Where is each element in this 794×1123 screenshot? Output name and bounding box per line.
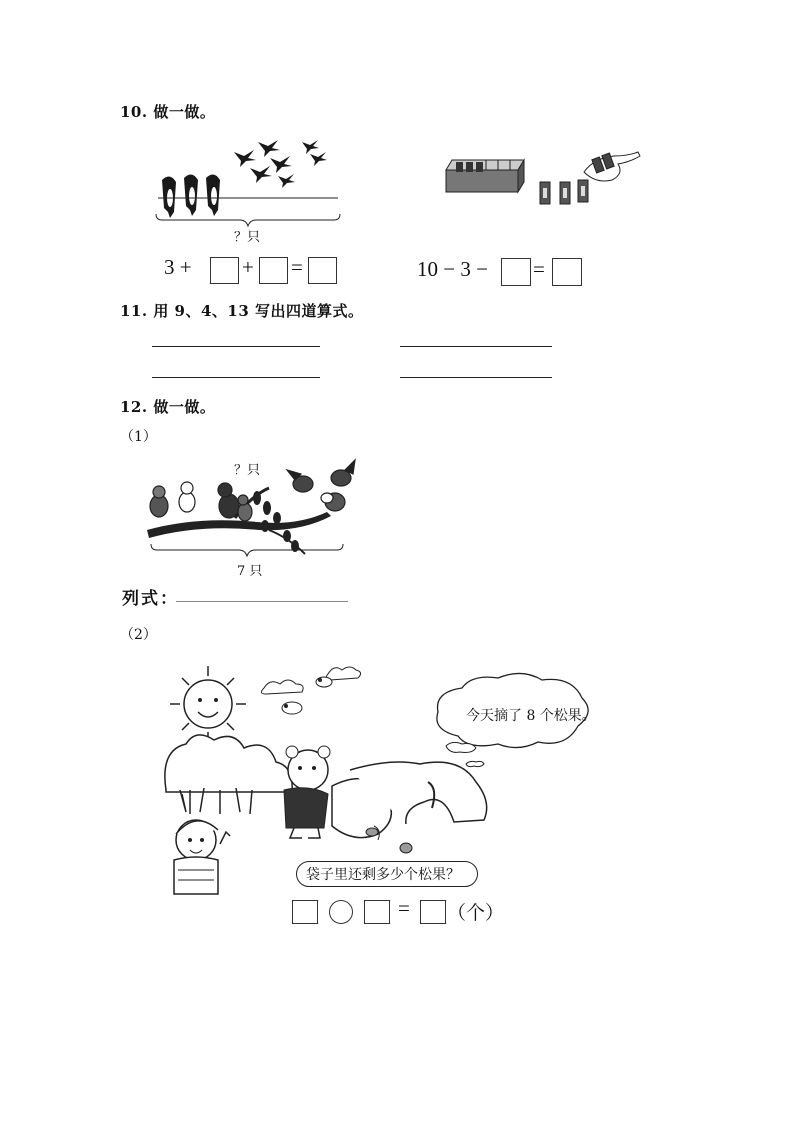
equals-sign: = xyxy=(291,255,303,279)
birds-branch-illustration xyxy=(145,460,365,560)
answer-box[interactable] xyxy=(308,257,337,284)
answer-box[interactable] xyxy=(364,900,390,924)
q12-title: 12. 做一做。 xyxy=(120,398,216,416)
answer-box[interactable] xyxy=(420,900,446,924)
answer-line[interactable] xyxy=(400,346,552,347)
answer-line[interactable] xyxy=(400,377,552,378)
batteries-illustration xyxy=(444,150,644,210)
answer-box[interactable] xyxy=(501,258,531,286)
q11-title: 11. 用 9、4、13 写出四道算式。 xyxy=(120,302,364,320)
unit-label: （个） xyxy=(447,902,505,924)
q10-right-eq-start: 10 − 3 − xyxy=(417,257,488,281)
q10-title: 10. 做一做。 xyxy=(120,103,216,121)
thought-bubble-text: 今天摘了 8 个松果。 xyxy=(466,708,596,724)
operator-circle[interactable] xyxy=(329,900,353,924)
formula-answer-line[interactable] xyxy=(176,601,348,602)
answer-line[interactable] xyxy=(152,377,320,378)
part1-label: （1） xyxy=(120,429,157,445)
answer-line[interactable] xyxy=(152,346,320,347)
formula-label: 列式： xyxy=(122,589,179,609)
q10-left-eq-start: 3 + xyxy=(164,255,192,279)
answer-box[interactable] xyxy=(259,257,288,284)
q10-brace-label: ？只 xyxy=(234,230,261,245)
answer-box[interactable] xyxy=(292,900,318,924)
equals-sign: = xyxy=(398,896,410,920)
equals-sign: = xyxy=(533,257,545,281)
answer-box[interactable] xyxy=(210,257,239,284)
part1-bottom-label: 7 只 xyxy=(237,564,263,579)
part2-label: （2） xyxy=(120,627,157,643)
answer-box[interactable] xyxy=(552,258,582,286)
swallows-illustration xyxy=(150,134,350,234)
plus-sign: + xyxy=(242,255,254,279)
part1-top-label: ？只 xyxy=(234,463,261,478)
question-text: 袋子里还剩多少个松果？ xyxy=(306,867,460,883)
